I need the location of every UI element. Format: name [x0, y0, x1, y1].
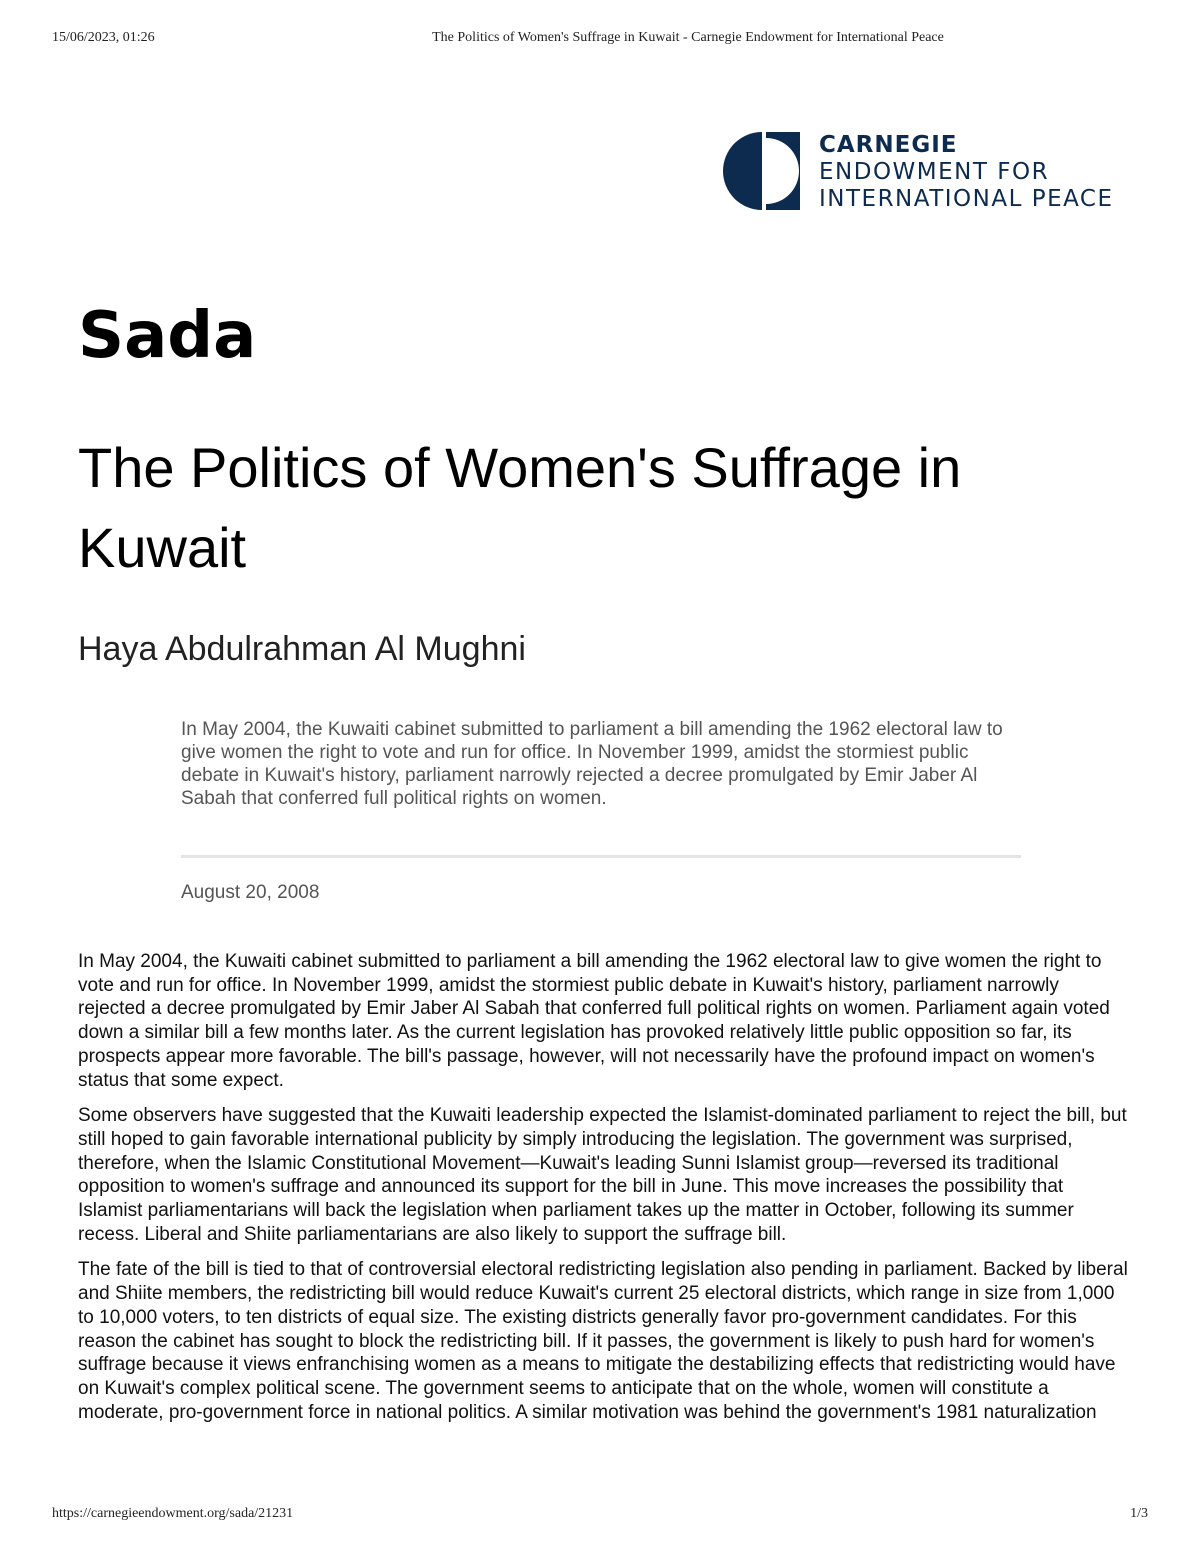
article-title: The Politics of Women's Suffrage in Kuwait: [78, 436, 962, 579]
article-summary: In May 2004, the Kuwaiti cabinet submitted to parliament a bill amending the 1962 electoral law to give women the right to vote and run for office. In November 1999, amidst the stormiest public debate in Kuwait's history, parliament narrowly rejected a decree promulgated by Emir Jaber Al Sabah that conferred full political rights on women.: [181, 719, 1003, 809]
logo-line-peace: INTERNATIONAL PEACE: [819, 186, 1114, 212]
body-paragraph-2: Some observers have suggested that the Kuwaiti leadership expected the Islamist-dominated parliament to reject the bill, but still hoped to gain favorable international publicity by simply introducing the legislation. The government was surprised, therefore, when the Islamic Constitutional Movement—Kuwait's leading Sunni Islamist group—reversed its traditional opposition to women's suffrage and announced its support for the bill in June. This move increases the possibility that Islamist parliamentarians will back the legislation when parliament takes up the matter in October, following its summer recess. Liberal and Shiite parliamentarians are also likely to support the suffrage bill.: [78, 1105, 1127, 1245]
carnegie-logo-mark-icon: [722, 130, 804, 212]
body-paragraph-3: The fate of the bill is tied to that of controversial electoral redistricting legislation also pending in parliament. Backed by liberal and Shiite members, the redistricting bill would reduce Kuwait's current 25 electoral districts, which range in size from 1,000 to 10,000 voters, to ten districts of equal size. The existing districts generally favor pro-government candidates. For this reason the cabinet has sought to block the redistricting bill. If it passes, the government is likely to push hard for women's suffrage because it views enfranchising women as a means to mitigate the destabilizing effects that redistricting would have on Kuwait's complex political scene. The government seems to anticipate that on the whole, women will constitute a moderate, pro-government force in national politics. A similar motivation was behind the government's 1981 naturalization: [78, 1259, 1128, 1423]
print-datetime: 15/06/2023, 01:26: [52, 30, 155, 45]
summary-divider: [181, 855, 1021, 858]
print-page-title: The Politics of Women's Suffrage in Kuwait - Carnegie Endowment for International Peace: [432, 30, 944, 45]
body-paragraph-1: In May 2004, the Kuwaiti cabinet submitted to parliament a bill amending the 1962 electoral law to give women the right to vote and run for office. In November 1999, amidst the stormiest public debate in Kuwait's history, parliament narrowly rejected a decree promulgated by Emir Jaber Al Sabah that conferred full political rights on women. Parliament again voted down a similar bill a few months later. As the current legislation has provoked relatively little public opposition so far, its prospects appear more favorable. The bill's passage, however, will not necessarily have the profound impact on women's status that some expect.: [78, 951, 1110, 1091]
author-name[interactable]: Haya Abdulrahman Al Mughni: [78, 630, 526, 668]
print-page-number: 1/3: [1130, 1506, 1148, 1521]
carnegie-logo[interactable]: [722, 130, 1152, 212]
print-header: [0, 30, 1200, 50]
publication-date: August 20, 2008: [181, 882, 320, 903]
print-url: https://carnegieendowment.org/sada/21231: [52, 1506, 294, 1521]
publication-name[interactable]: Sada: [78, 299, 257, 373]
print-footer: [0, 1506, 1200, 1526]
article-body: [78, 950, 1128, 1436]
logo-line-endowment: ENDOWMENT FOR: [819, 159, 1050, 185]
logo-line-carnegie: CARNEGIE: [819, 132, 958, 158]
